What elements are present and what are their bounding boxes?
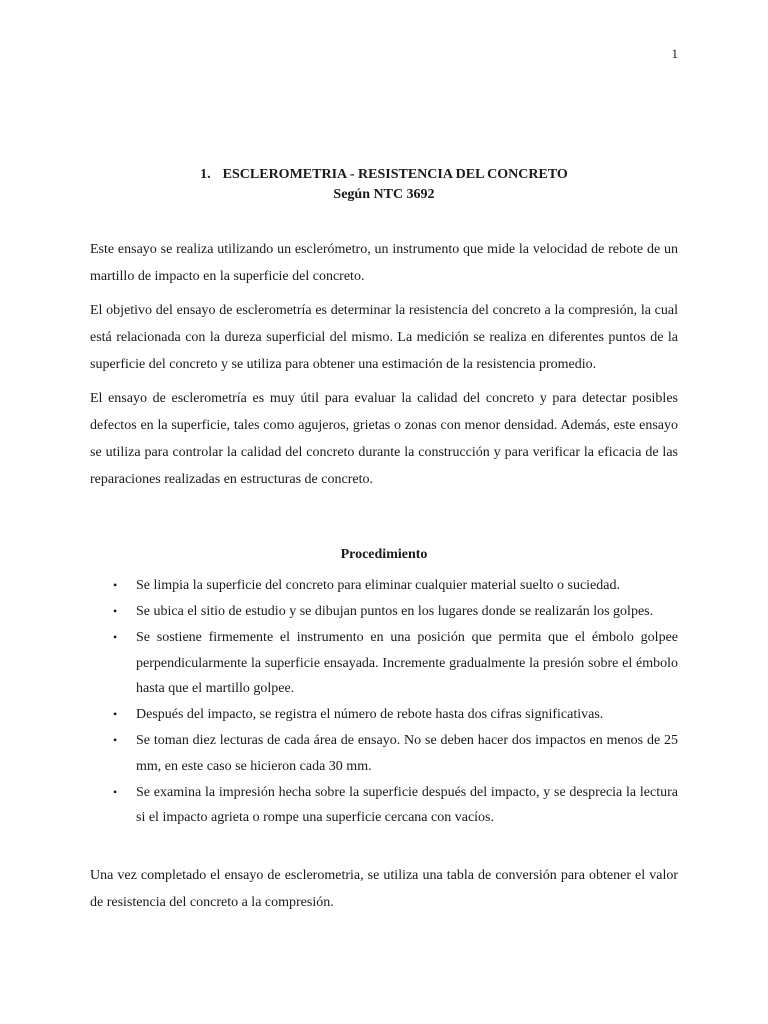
intro-paragraph: Este ensayo se realiza utilizando un esclerómetro, un instrumento que mide la velocidad de rebote de un martillo de impacto en la superficie del concreto. xyxy=(90,242,678,284)
document-subtitle: Según NTC 3692 xyxy=(333,187,435,202)
procedure-step xyxy=(90,573,678,599)
bullet-icon: • xyxy=(113,707,118,721)
procedure-step xyxy=(90,728,678,779)
procedure-step-text: Se ubica el sitio de estudio y se dibujan puntos en los lugares donde se realizarán los golpes. xyxy=(136,604,654,619)
bullet-icon: • xyxy=(113,733,118,747)
procedure-heading: Procedimiento xyxy=(340,547,428,562)
procedure-step-text: Se sostiene firmemente el instrumento en una posición que permita que el émbolo golpee perpendicularmente la superficie ensayada. Incremente gradualmente la presión sobre el émbolo hasta que el martillo golpee. xyxy=(136,630,678,696)
conclusion-paragraph: Una vez completado el ensayo de esclerometria, se utiliza una tabla de conversión para obtener el valor de resistencia del concreto a la compresión. xyxy=(90,867,678,910)
procedure-step-text: Se toman diez lecturas de cada área de ensayo. No se deben hacer dos impactos en menos de 25 mm, en este caso se hicieron cada 30 mm. xyxy=(136,733,678,774)
bullet-icon: • xyxy=(113,578,118,592)
procedure-step xyxy=(90,599,678,625)
bullet-icon: • xyxy=(113,784,118,799)
section-title: ESCLEROMETRIA - RESISTENCIA DEL CONCRETO xyxy=(222,167,568,182)
procedure-step-text: Se examina la impresión hecha sobre la superficie después del impacto, y se desprecia la lectura si el impacto agrieta o rompe una superficie cercana con vacíos. xyxy=(136,784,678,825)
utility-paragraph: El ensayo de esclerometría es muy útil para evaluar la calidad del concreto y para detectar posibles defectos en la superficie, tales como agujeros, grietas o zonas con menor densidad. Además, este ensayo se utiliza para controlar la calidad del concreto durante la construcción y para verificar la eficacia de las reparaciones realizadas en estructuras de concreto. xyxy=(90,391,678,487)
page-number: 1 xyxy=(671,46,678,61)
procedure-step xyxy=(90,780,678,831)
procedure-step xyxy=(90,625,678,702)
procedure-step-text: Se limpia la superficie del concreto para eliminar cualquier material suelto o suciedad. xyxy=(136,578,620,593)
bullet-icon: • xyxy=(113,604,118,618)
document-title xyxy=(90,165,678,185)
section-number: 1. xyxy=(200,167,211,182)
page-content xyxy=(90,165,678,916)
procedure-step xyxy=(90,702,678,728)
objective-paragraph: El objetivo del ensayo de esclerometría es determinar la resistencia del concreto a la compresión, la cual está relacionada con la dureza superficial del mismo. La medición se realiza en diferentes puntos de la superficie del concreto y se utiliza para obtener una estimación de la resistencia promedio. xyxy=(90,303,678,372)
procedure-step-text: Después del impacto, se registra el número de rebote hasta dos cifras significativas. xyxy=(136,707,604,722)
procedure-list xyxy=(90,573,678,831)
bullet-icon: • xyxy=(113,630,118,644)
